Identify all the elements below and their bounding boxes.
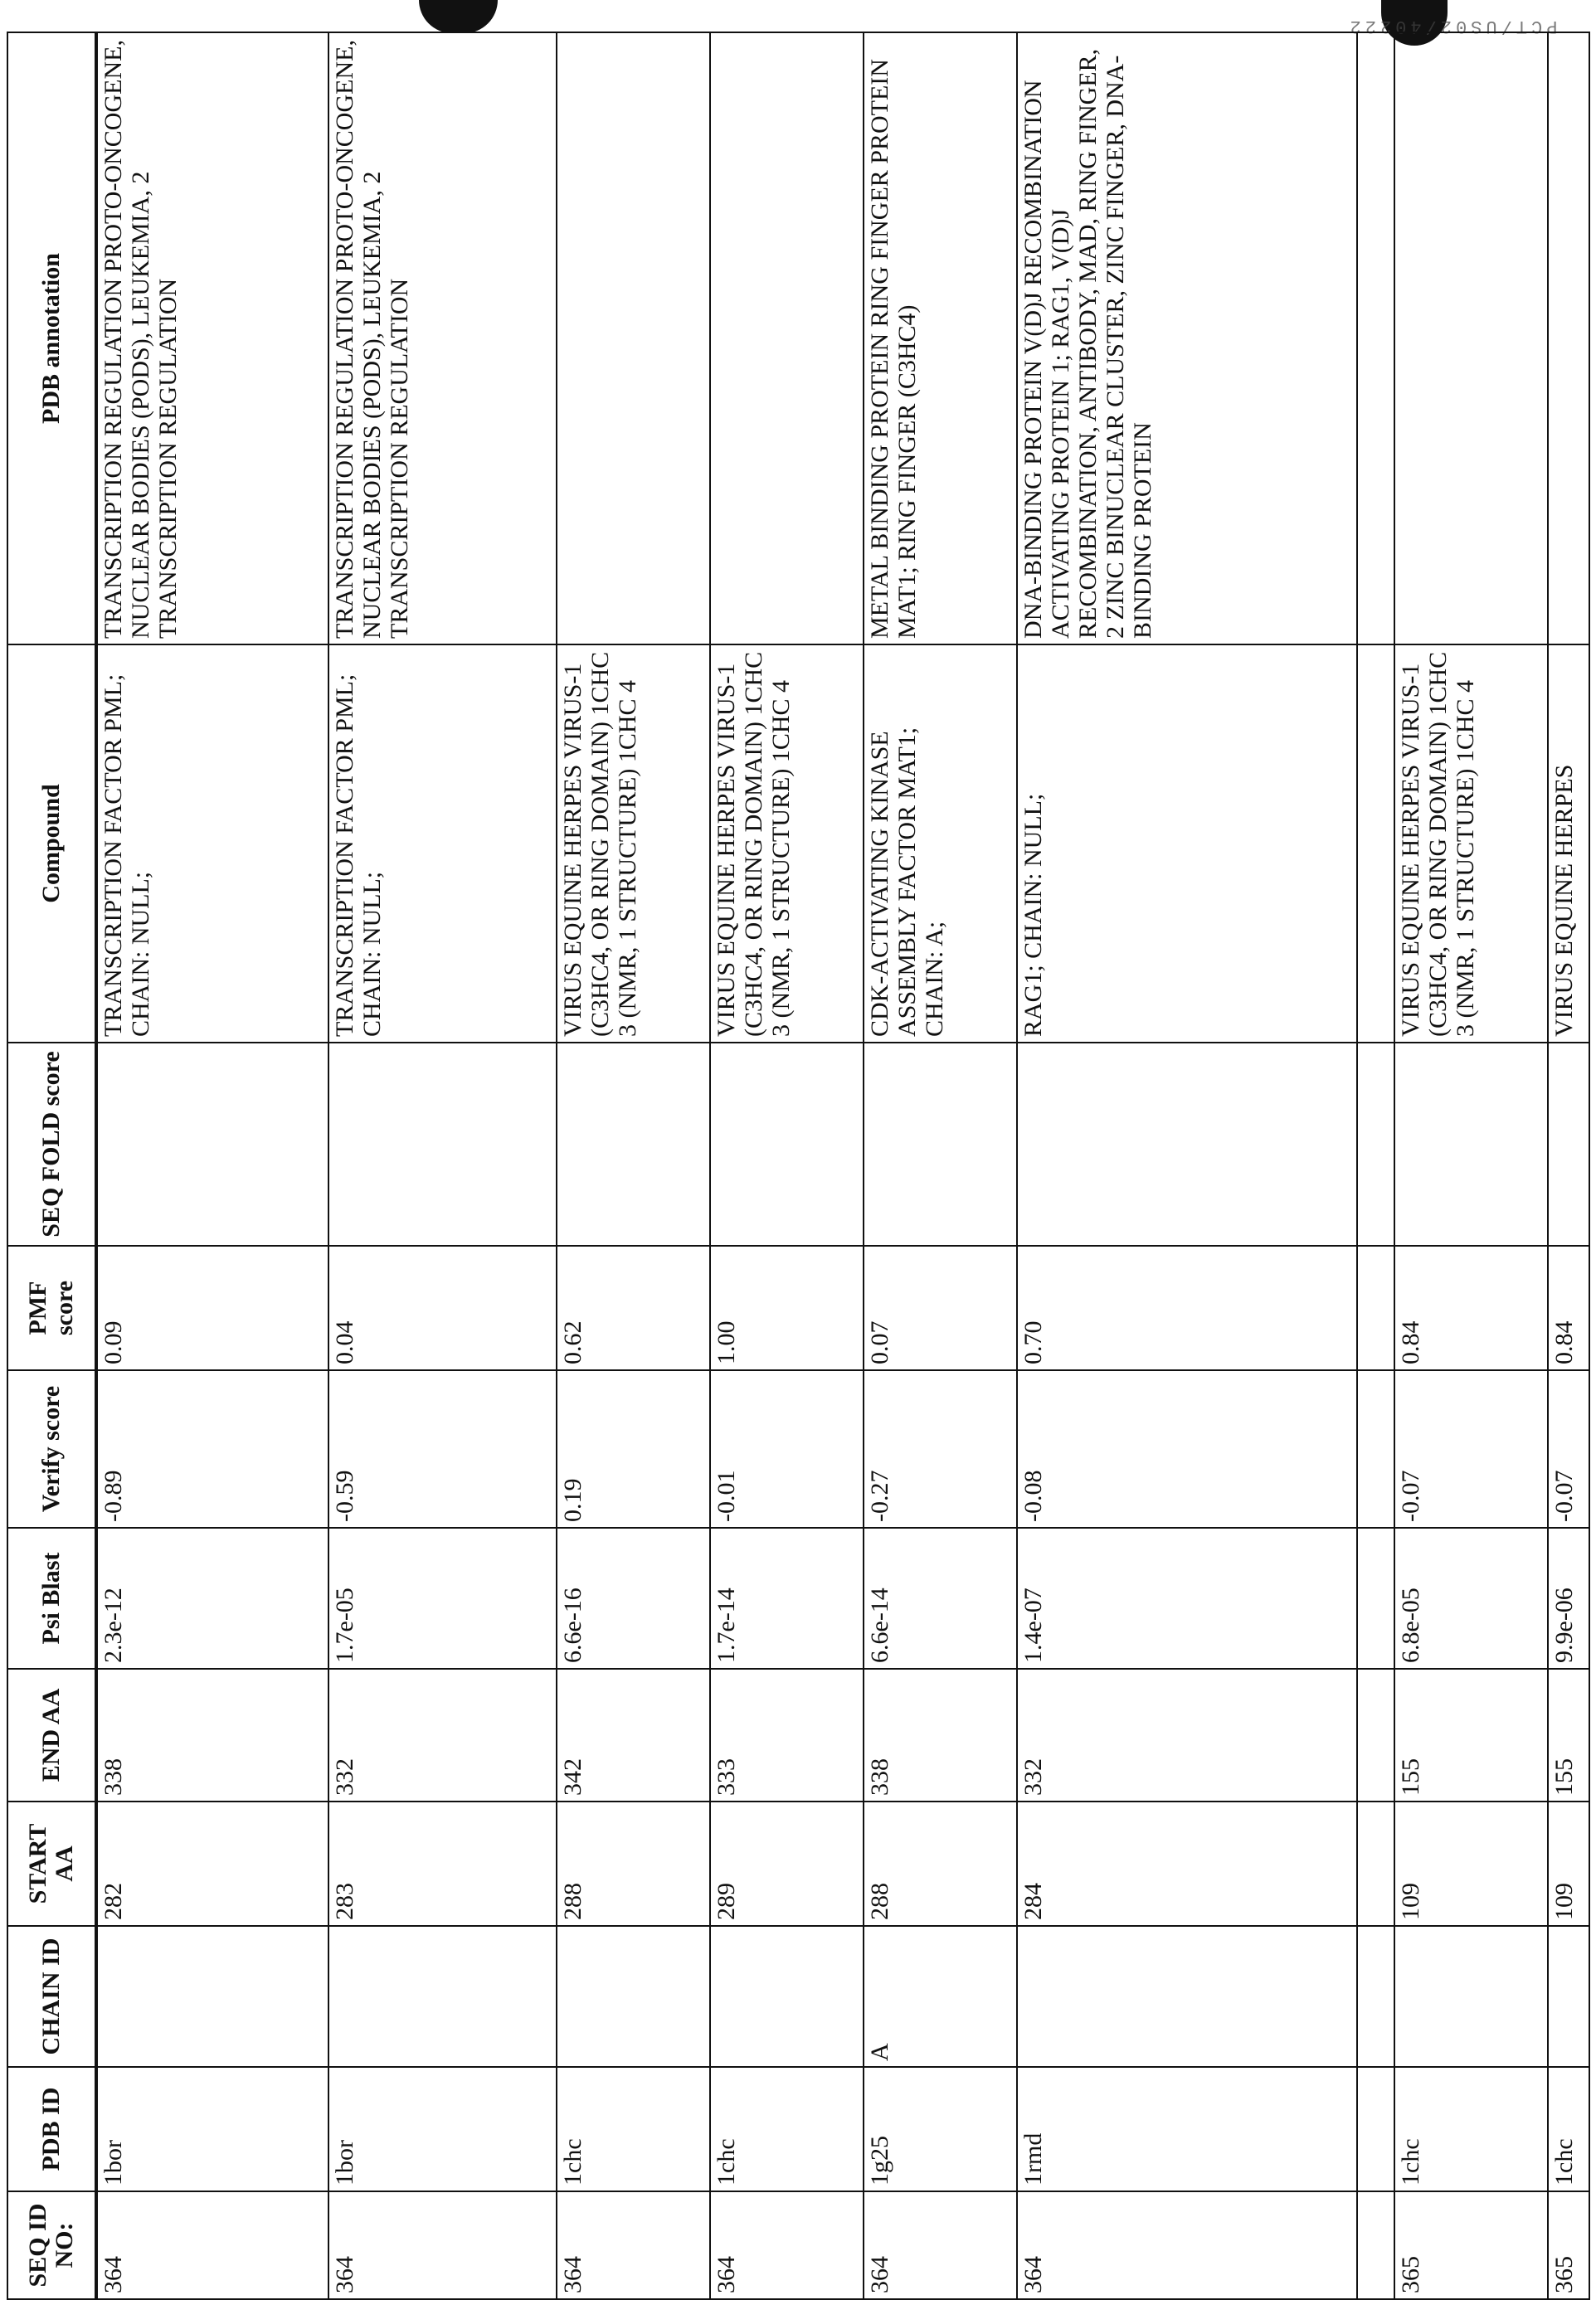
cell-pdb-id: 1bor	[96, 2067, 328, 2191]
table-row	[557, 32, 710, 2299]
document-header-mark: PCT/US02/40222	[1345, 16, 1558, 36]
cell-verify: 0.19	[557, 1370, 710, 1528]
cell-empty	[1357, 1370, 1394, 1528]
header-end-aa: END AA	[7, 1669, 96, 1802]
pdb-results-table	[7, 32, 1590, 2300]
cell-empty	[1357, 1926, 1394, 2067]
cell-start-aa: 289	[710, 1802, 864, 1926]
cell-compound: TRANSCRIPTION FACTOR PML; CHAIN: NULL;	[96, 644, 328, 1043]
cell-verify: -0.59	[328, 1370, 557, 1528]
table-row	[96, 32, 328, 2299]
cell-empty	[1357, 2067, 1394, 2191]
cell-psi-blast: 1.7e-05	[328, 1528, 557, 1669]
cell-compound: VIRUS EQUINE HERPES	[1548, 644, 1589, 1043]
cell-end-aa: 342	[557, 1669, 710, 1802]
cell-seqfold	[1017, 1043, 1357, 1246]
cell-verify: -0.07	[1548, 1370, 1589, 1528]
cell-start-aa: 284	[1017, 1802, 1357, 1926]
cell-empty	[1357, 32, 1394, 644]
cell-seq-id: 365	[1548, 2191, 1589, 2299]
cell-start-aa: 109	[1548, 1802, 1589, 1926]
cell-end-aa: 332	[328, 1669, 557, 1802]
cell-annotation	[710, 32, 864, 644]
cell-start-aa: 109	[1394, 1802, 1548, 1926]
cell-compound: RAG1; CHAIN: NULL;	[1017, 644, 1357, 1043]
cell-chain-id: A	[864, 1926, 1017, 2067]
cell-seq-id: 364	[557, 2191, 710, 2299]
cell-chain-id	[557, 1926, 710, 2067]
header-pdb-id: PDB ID	[7, 2067, 96, 2191]
cell-compound: VIRUS EQUINE HERPES VIRUS-1 (C3HC4, OR RING DOMAIN) 1CHC 3 (NMR, 1 STRUCTURE) 1CHC 4	[557, 644, 710, 1043]
cell-seqfold	[864, 1043, 1017, 1246]
cell-pdb-id: 1chc	[1548, 2067, 1589, 2191]
cell-annotation: DNA-BINDING PROTEIN V(D)J RECOMBINATION ACTIVATING PROTEIN 1; RAG1, V(D)J RECOMBINATION, ANTIBODY, MAD, RING FINGER, 2 ZINC BINUCLEAR CLUSTER, ZINC FINGER, DNA-BINDING PROTEIN	[1017, 32, 1357, 644]
cell-annotation: TRANSCRIPTION REGULATION PROTO-ONCOGENE, NUCLEAR BODIES (PODS), LEUKEMIA, 2 TRANSCRIPTION REGULATION	[96, 32, 328, 644]
cell-pdb-id: 1chc	[710, 2067, 864, 2191]
cell-seqfold	[96, 1043, 328, 1246]
table-row	[864, 32, 1017, 2299]
cell-pmf: 0.07	[864, 1246, 1017, 1370]
header-psi-blast: Psi Blast	[7, 1528, 96, 1669]
cell-empty	[1357, 1528, 1394, 1669]
header-pmf-score: PMF score	[7, 1246, 96, 1370]
header-start-aa: START AA	[7, 1802, 96, 1926]
table-row	[1548, 32, 1589, 2299]
cell-start-aa: 282	[96, 1802, 328, 1926]
cell-end-aa: 338	[96, 1669, 328, 1802]
cell-end-aa: 155	[1394, 1669, 1548, 1802]
table-row-spacer	[1357, 32, 1394, 2299]
cell-end-aa: 155	[1548, 1669, 1589, 1802]
cell-psi-blast: 1.4e-07	[1017, 1528, 1357, 1669]
cell-pmf: 0.09	[96, 1246, 328, 1370]
header-chain-id: CHAIN ID	[7, 1926, 96, 2067]
cell-empty	[1357, 2191, 1394, 2299]
cell-end-aa: 333	[710, 1669, 864, 1802]
cell-psi-blast: 2.3e-12	[96, 1528, 328, 1669]
cell-chain-id	[710, 1926, 864, 2067]
cell-annotation	[1394, 32, 1548, 644]
cell-pmf: 0.84	[1394, 1246, 1548, 1370]
cell-end-aa: 338	[864, 1669, 1017, 1802]
cell-pdb-id: 1chc	[1394, 2067, 1548, 2191]
cell-chain-id	[1394, 1926, 1548, 2067]
cell-seq-id: 364	[710, 2191, 864, 2299]
cell-compound: VIRUS EQUINE HERPES VIRUS-1 (C3HC4, OR RING DOMAIN) 1CHC 3 (NMR, 1 STRUCTURE) 1CHC 4	[1394, 644, 1548, 1043]
cell-pmf: 1.00	[710, 1246, 864, 1370]
cell-chain-id	[1548, 1926, 1589, 2067]
cell-pdb-id: 1chc	[557, 2067, 710, 2191]
header-compound: Compound	[7, 644, 96, 1043]
cell-verify: -0.08	[1017, 1370, 1357, 1528]
header-verify-score: Verify score	[7, 1370, 96, 1528]
cell-pdb-id: 1g25	[864, 2067, 1017, 2191]
cell-pmf: 0.84	[1548, 1246, 1589, 1370]
cell-seq-id: 364	[864, 2191, 1017, 2299]
rotated-table-container	[7, 33, 1586, 2300]
cell-pmf: 0.70	[1017, 1246, 1357, 1370]
cell-psi-blast: 6.6e-16	[557, 1528, 710, 1669]
cell-empty	[1357, 1802, 1394, 1926]
cell-pmf: 0.62	[557, 1246, 710, 1370]
table-row	[1017, 32, 1357, 2299]
cell-seqfold	[557, 1043, 710, 1246]
cell-psi-blast: 1.7e-14	[710, 1528, 864, 1669]
cell-start-aa: 288	[557, 1802, 710, 1926]
cell-empty	[1357, 1043, 1394, 1246]
cell-seq-id: 364	[328, 2191, 557, 2299]
cell-compound: CDK-ACTIVATING KINASE ASSEMBLY FACTOR MAT1; CHAIN: A;	[864, 644, 1017, 1043]
cell-empty	[1357, 644, 1394, 1043]
cell-annotation: METAL BINDING PROTEIN RING FINGER PROTEIN MAT1; RING FINGER (C3HC4)	[864, 32, 1017, 644]
cell-psi-blast: 6.8e-05	[1394, 1528, 1548, 1669]
cell-end-aa: 332	[1017, 1669, 1357, 1802]
header-seq-id: SEQ ID NO:	[7, 2191, 96, 2299]
cell-annotation	[557, 32, 710, 644]
header-seqfold-score: SEQ FOLD score	[7, 1043, 96, 1246]
cell-chain-id	[328, 1926, 557, 2067]
cell-seq-id: 365	[1394, 2191, 1548, 2299]
cell-start-aa: 288	[864, 1802, 1017, 1926]
cell-pdb-id: 1rmd	[1017, 2067, 1357, 2191]
cell-empty	[1357, 1669, 1394, 1802]
cell-compound: TRANSCRIPTION FACTOR PML; CHAIN: NULL;	[328, 644, 557, 1043]
cell-psi-blast: 9.9e-06	[1548, 1528, 1589, 1669]
header-pdb-annotation: PDB annotation	[7, 32, 96, 644]
cell-annotation: TRANSCRIPTION REGULATION PROTO-ONCOGENE, NUCLEAR BODIES (PODS), LEUKEMIA, 2 TRANSCRIPTION REGULATION	[328, 32, 557, 644]
cell-verify: -0.01	[710, 1370, 864, 1528]
cell-seqfold	[328, 1043, 557, 1246]
cell-seqfold	[1394, 1043, 1548, 1246]
cell-verify: -0.07	[1394, 1370, 1548, 1528]
cell-seq-id: 364	[1017, 2191, 1357, 2299]
cell-empty	[1357, 1246, 1394, 1370]
cell-start-aa: 283	[328, 1802, 557, 1926]
cell-compound: VIRUS EQUINE HERPES VIRUS-1 (C3HC4, OR RING DOMAIN) 1CHC 3 (NMR, 1 STRUCTURE) 1CHC 4	[710, 644, 864, 1043]
table-header-row	[7, 32, 96, 2299]
cell-seqfold	[710, 1043, 864, 1246]
cell-pdb-id: 1bor	[328, 2067, 557, 2191]
cell-psi-blast: 6.6e-14	[864, 1528, 1017, 1669]
cell-chain-id	[1017, 1926, 1357, 2067]
cell-seqfold	[1548, 1043, 1589, 1246]
cell-verify: -0.89	[96, 1370, 328, 1528]
cell-chain-id	[96, 1926, 328, 2067]
cell-pmf: 0.04	[328, 1246, 557, 1370]
cell-verify: -0.27	[864, 1370, 1017, 1528]
table-row	[710, 32, 864, 2299]
table-row	[1394, 32, 1548, 2299]
cell-annotation	[1548, 32, 1589, 644]
table-row	[328, 32, 557, 2299]
punch-hole-mark	[419, 0, 498, 33]
cell-seq-id: 364	[96, 2191, 328, 2299]
